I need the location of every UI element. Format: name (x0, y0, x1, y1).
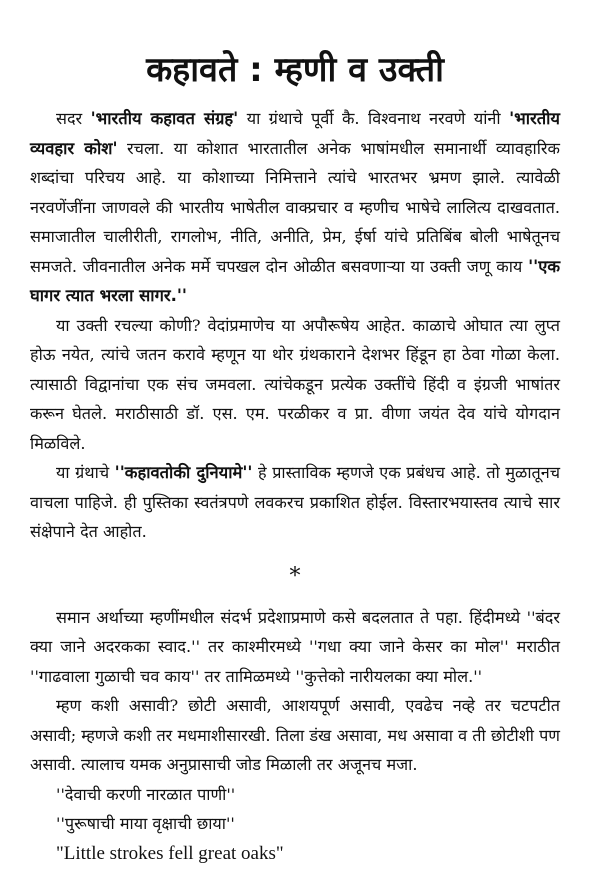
intro-text-c: या ग्रंथाचे पूर्वी कै. विश्वनाथ नरवणे यांनी (238, 109, 510, 128)
paragraph-intro (30, 104, 560, 311)
preface-text-c: हे प्रास्ताविक म्हणजे एक प्रबंधच आहे. तो मुळातूनच वाचला पाहिजे. ही पुस्तिका स्वतंत्रपणे लवकरच प्रकाशित होईल. विस्तारभयास्तव त्याचे सार संक्षेपाने देत आहोत. (30, 463, 560, 541)
book-title-vyavahar-kosh: 'भारतीय व्यवहार कोश' (30, 109, 560, 158)
quote-ek-ghagar: ''एक घागर त्यात भरला सागर.'' (30, 256, 560, 305)
paragraph-regional: समान अर्थाच्या म्हणींमधील संदर्भ प्रदेशाप्रमाणे कसे बदलतात ते पहा. हिंदीमध्ये ''बंदर क्या जाने अदरकका स्वाद.'' तर काश्मीरमध्ये ''गधा क्या जाने केसर का मोल'' मराठीत ''गाढवाला गुळाची चव काय'' तर तामिळमध्ये ''कुत्तेको नारीयलका क्या मोल.'' (30, 607, 560, 686)
verse-line: ''पुरूषाची माया वृक्षाची छाया'' (56, 814, 235, 833)
verse-line: "Little strokes fell great oaks" (56, 842, 284, 864)
section-separator: * (289, 563, 301, 589)
book-title-kahavat-sangrah: 'भारतीय कहावत संग्रह' (90, 109, 239, 128)
verse-line: ''देवाची करणी नारळात पाणी'' (56, 784, 236, 804)
paragraph-preface (30, 458, 560, 547)
page-title: कहावते : म्हणी व उक्ती (146, 50, 444, 90)
paragraph-proverb-qualities: म्हण कशी असावी? छोटी असावी, आशयपूर्ण असावी, एवढेच नव्हे तर चटपटीत असावी; म्हणजे कशी तर मधमाशीसारखी. तिला डंख असावा, मध असावा व ती छोटीशी पण असावी. त्यालाच यमक अनुप्रासाची जोड मिळाली तर अजूनच मजा. (30, 696, 560, 774)
preface-text-a: या ग्रंथाचे (56, 463, 115, 482)
intro-text-d: रचला. या कोशात भारतातील अनेक भाषांमधील समानार्थी व्यावहारिक शब्दांचा परिचय आहे. या कोशाच्या निमित्ताने त्यांचे भारतभर भ्रमण झाले. त्यावेळी नरवणेंजींना जाणवले की भारतीय भाषेतील वाक्प्रचार व म्हणीच भाषेचे लालित्य दाखवतात. समाजातील चालीरीती, रागलोभ, नीति, अनीति, प्रेम, ईर्षा यांचे प्रतिबिंब बोली भाषेतूनच समजते. जीवनातील अनेक मर्मे चपखल दोन ओळीत बसवणाऱ्या या उक्ती जणू काय (30, 138, 560, 276)
paragraph-origin: या उक्ती रचल्या कोणी? वेदांप्रमाणेच या अपौरूषेय आहेत. काळाचे ओघात त्या लुप्त होऊ नयेत, त्यांचे जतन करावे म्हणून या थोर ग्रंथकाराने देशभर हिंडून हा ठेवा गोळा केला. त्यासाठी विद्वानांचा एक संच जमवला. त्यांचेकडून प्रत्येक उक्तींचे हिंदी व इंग्रजी भाषांतर करून घेतले. मराठीसाठी डॉ. एस. एम. परळीकर व प्रा. वीणा जयंत देव यांचे योगदान मिळविले. (30, 315, 560, 453)
intro-text-a: सदर (56, 109, 91, 128)
book-title-kahavatoki-duniyame: ''कहावतोकी दुनियामे'' (114, 463, 253, 482)
